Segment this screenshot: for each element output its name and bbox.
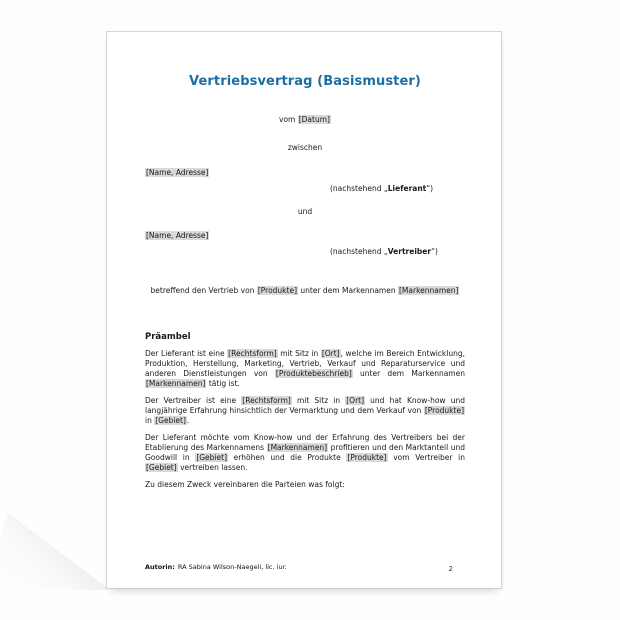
- placeholder-field: [Ort]: [321, 349, 340, 358]
- document-title: Vertriebsvertrag (Basismuster): [189, 74, 421, 89]
- footer-author: [145, 563, 287, 571]
- placeholder-field: [Produkte]: [257, 286, 298, 295]
- placeholder-field: [Datum]: [298, 115, 330, 124]
- text-segment: mit Sitz in: [291, 396, 346, 405]
- supplier-alias-suffix: “): [426, 184, 434, 193]
- text-segment: tätig ist.: [206, 379, 240, 388]
- placeholder-field: [Gebiet]: [155, 416, 186, 425]
- distributor-alias-name: Vertreiber: [387, 247, 432, 256]
- contract-page: [106, 31, 502, 589]
- supplier-name-placeholder: [145, 168, 465, 178]
- text-segment: Der Lieferant ist eine: [145, 349, 228, 358]
- text-segment: mit Sitz in: [277, 349, 321, 358]
- text-segment: unter dem Markennamen: [352, 369, 465, 378]
- placeholder-field: [Produktebeschrieb]: [275, 369, 352, 378]
- preamble-paragraph: [145, 433, 465, 473]
- between-label: zwischen: [287, 143, 323, 152]
- supplier-alias-line: [145, 184, 465, 194]
- distributor-name-placeholder: [145, 231, 465, 241]
- preamble-closing-line: [145, 480, 465, 490]
- footer-author-label: Autorin:: [145, 563, 175, 571]
- text-segment: betreffend den Vertrieb von: [150, 286, 257, 295]
- placeholder-field: [Rechtsform]: [242, 396, 291, 405]
- distributor-alias-prefix: (nachstehend „: [330, 247, 388, 256]
- placeholder-field: [Gebiet]: [196, 453, 227, 462]
- placeholder-field: [Produkte]: [424, 406, 464, 415]
- placeholder-field: [Gebiet]: [146, 463, 177, 472]
- text-segment: .: [186, 416, 190, 425]
- placeholder-field: [Rechtsform]: [228, 349, 277, 358]
- placeholder-field: [Name, Adresse]: [146, 168, 209, 177]
- page-curl-shadow: [0, 509, 107, 590]
- text-segment: vom Vertreiber in: [387, 453, 465, 462]
- text-segment: , welche im Bereich Entwicklung, Produktion, Herstellung, Marketing, Vertrieb, Verkauf und Reparaturservice und anderen Dienstleistungen von: [145, 349, 465, 378]
- text-segment: unter dem Markennamen: [298, 286, 398, 295]
- placeholder-field: [Markennamen]: [146, 379, 206, 388]
- text-segment: profitieren und den Marktanteil und Goodwill in: [145, 443, 465, 462]
- text-segment: und hat Know-how und langjährige Erfahrung hinsichtlich der Vermarktung und dem Verkauf von: [145, 396, 465, 415]
- preamble-heading: Präambel: [145, 332, 191, 342]
- subject-line: [145, 286, 465, 296]
- placeholder-field: [Produkte]: [347, 453, 387, 462]
- and-label: und: [297, 207, 313, 216]
- preamble-paragraph: [145, 349, 465, 389]
- footer-author-text: RA Sabina Wilson-Naegeli, lic. iur.: [177, 563, 287, 571]
- text-segment: vertreiben lassen.: [177, 463, 248, 472]
- placeholder-field: [Ort]: [346, 396, 365, 405]
- preamble-paragraph: [145, 396, 465, 426]
- text-segment: vom: [279, 115, 298, 124]
- text-segment: in: [145, 416, 155, 425]
- text-segment: erhöhen und die Produkte: [228, 453, 347, 462]
- distributor-alias-line: [145, 247, 465, 257]
- supplier-alias-prefix: (nachstehend „: [330, 184, 388, 193]
- page-number: 2: [448, 565, 453, 573]
- placeholder-field: [Markennamen]: [267, 443, 328, 452]
- text-segment: Zu diesem Zweck vereinbaren die Parteien was folgt:: [145, 480, 345, 489]
- text-segment: Der Vertreiber ist eine: [145, 396, 242, 405]
- text-segment: Der Lieferant möchte vom Know-how und der Erfahrung des Vertreibers bei der Etablierung des Markennamens: [145, 433, 465, 452]
- supplier-alias-name: Lieferant: [387, 184, 427, 193]
- placeholder-field: [Markennamen]: [399, 286, 459, 295]
- placeholder-field: [Name, Adresse]: [146, 231, 209, 240]
- distributor-alias-suffix: “): [431, 247, 438, 256]
- date-line: [145, 115, 465, 125]
